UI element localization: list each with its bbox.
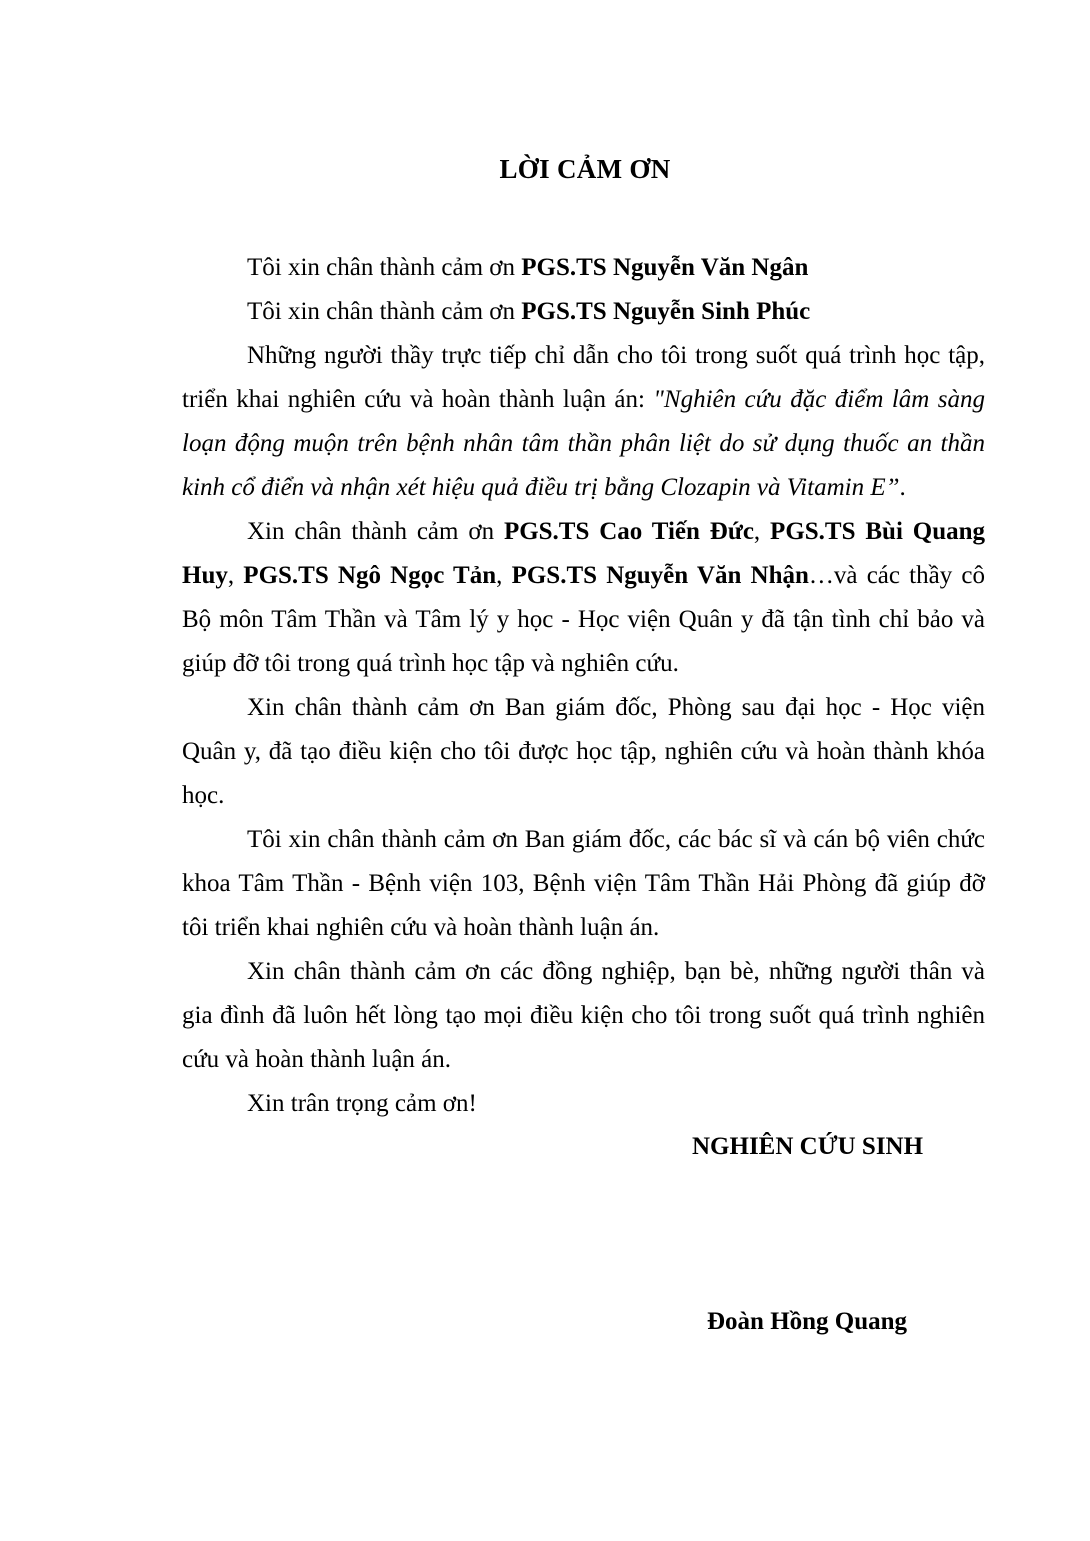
closing-line: Xin trân trọng cảm ơn! — [247, 1090, 477, 1117]
signature-name: Đoàn Hồng Quang — [707, 1308, 908, 1335]
professor-name-2: PGS.TS Bùi Quang Huy — [182, 518, 986, 589]
teachers-text: Những người thầy trực tiếp chỉ dẫn cho tôi trong suốt quá trình học tập, triển khai nghiên cứu và hoàn thành luận án: — [182, 342, 985, 413]
professor-name-3: PGS.TS Ngô Ngọc Tản — [243, 562, 497, 589]
paragraph-professors — [182, 510, 985, 686]
acknowledgement-line-2 — [182, 290, 985, 334]
ack1-prefix: Tôi xin chân thành cảm ơn — [247, 254, 522, 281]
paragraph-hospital: Tôi xin chân thành cảm ơn Ban giám đốc, các bác sĩ và cán bộ viên chức khoa Tâm Thần - Bệnh viện 103, Bệnh viện Tâm Thần Hải Phòng đã giúp đỡ tôi triển khai nghiên cứu và hoàn thành luận án. — [182, 826, 985, 941]
professor-name-1: PGS.TS Cao Tiến Đức — [503, 518, 754, 545]
professor-name-4: PGS.TS Nguyễn Văn Nhận — [511, 562, 809, 589]
paragraph-board: Xin chân thành cảm ơn Ban giám đốc, Phòng sau đại học - Học viện Quân y, đã tạo điều kiện cho tôi được học tập, nghiên cứu và hoàn thành khóa học. — [182, 694, 985, 809]
acknowledgement-line-1 — [182, 246, 985, 290]
page-title: LỜI CẢM ƠN — [499, 154, 671, 184]
ack2-prefix: Tôi xin chân thành cảm ơn — [247, 298, 522, 325]
professor-sep-2: , — [227, 562, 244, 589]
ack2-name: PGS.TS Nguyễn Sinh Phúc — [521, 298, 811, 325]
document-body — [182, 246, 985, 1126]
professors-suffix: …và các thầy cô Bộ môn Tâm Thần và Tâm lý y học - Học viện Quân y đã tận tình chỉ bảo và giúp đỡ tôi trong quá trình học tập và nghiên cứu. — [182, 562, 986, 677]
teachers-end: . — [899, 474, 906, 501]
signature-role: NGHIÊN CỨU SINH — [692, 1133, 924, 1160]
professors-prefix: Xin chân thành cảm ơn — [247, 518, 504, 545]
ack1-name: PGS.TS Nguyễn Văn Ngân — [521, 254, 809, 281]
paragraph-family: Xin chân thành cảm ơn các đồng nghiệp, bạn bè, những người thân và gia đình đã luôn hết lòng tạo mọi điều kiện cho tôi trong suốt quá trình nghiên cứu và hoàn thành luận án. — [182, 958, 985, 1073]
professor-sep-1: , — [753, 518, 771, 545]
paragraph-teachers — [182, 334, 985, 510]
professor-sep-3: , — [496, 562, 512, 589]
thesis-title: "Nghiên cứu đặc điểm lâm sàng loạn động muộn trên bệnh nhân tâm thần phân liệt do sử dụng thuốc an thần kinh cổ điển và nhận xét hiệu quả điều trị bằng Clozapin và Vitamin E” — [182, 386, 985, 501]
